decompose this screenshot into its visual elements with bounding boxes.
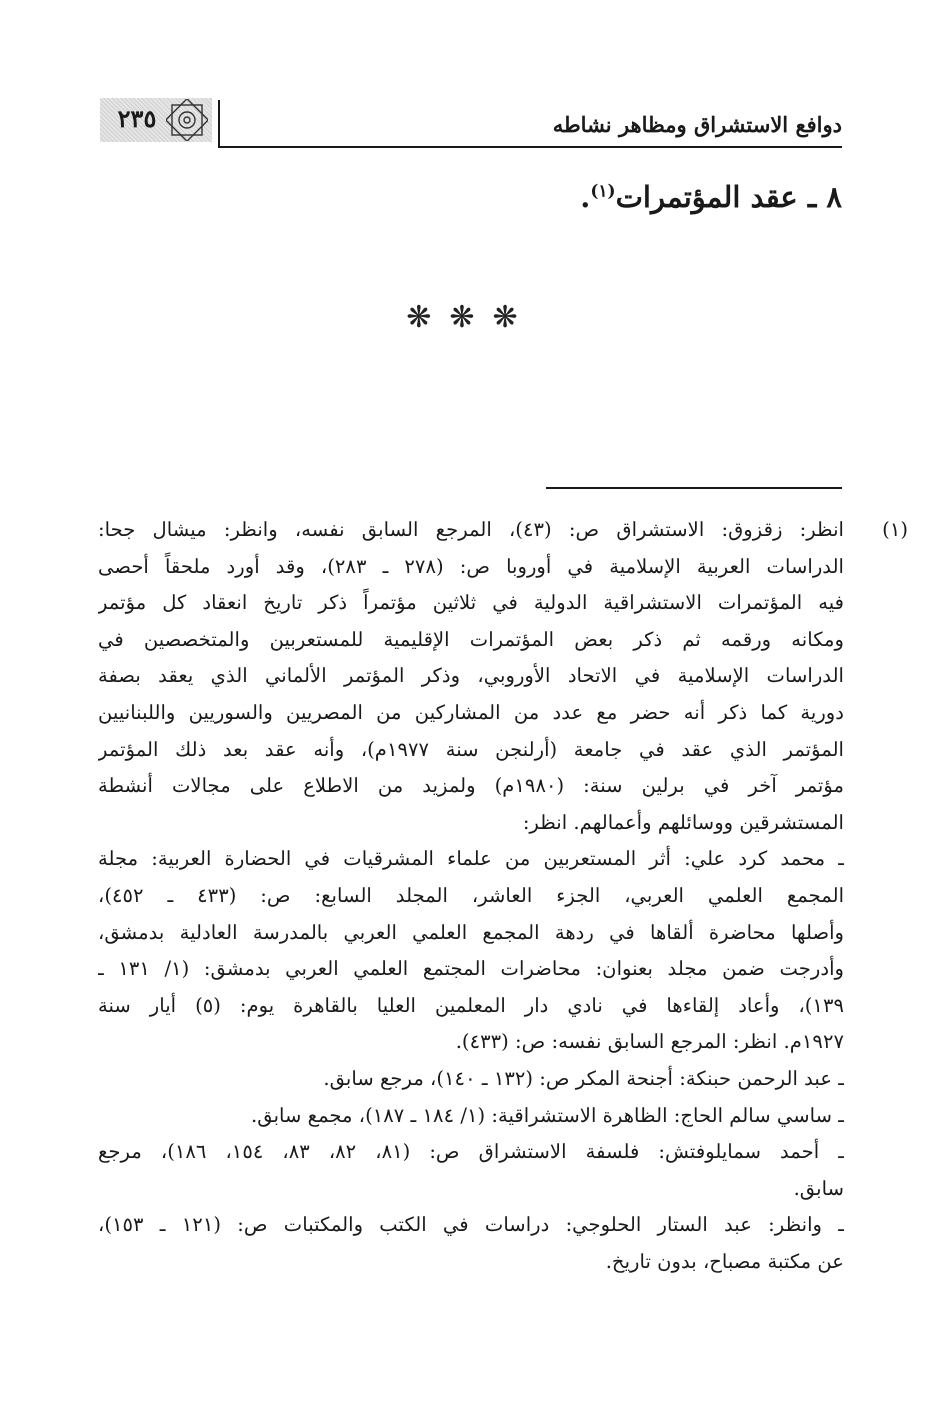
footnote-line: ـ أحمد سمايلوفتش: فلسفة الاستشراق ص: (٨١، ٨٢، ٨٣، ١٥٤، ١٨٦)، مرجع (98, 1140, 844, 1164)
footnote-line: ومكانه ورقمه ثم ذكر بعض المؤتمرات الإقليمية للمستعربين والمتخصصين في (98, 627, 844, 651)
header-divider (218, 100, 220, 148)
footnote-line: فيه المؤتمرات الاستشراقية الدولية في ثلاثين مؤتمراً ذكر تاريخ انعقاد كل مؤتمر (98, 591, 844, 615)
footnote-line: المجمع العلمي العربي، الجزء العاشر، المجلد السابع: ص: (٤٣٣ ـ ٤٥٢)، (98, 883, 844, 907)
page-header (100, 92, 842, 152)
footnote-line: الدراسات العربية الإسلامية في أوروبا ص: (٢٧٨ ـ ٢٨٣)، وقد أورد ملحقاً أحصى (98, 554, 844, 578)
running-title: دوافع الاستشراق ومظاهر نشاطه (552, 112, 842, 137)
footnote-line: وأصلها محاضرة ألقاها في ردهة المجمع العلمي العربي بالمدرسة العادلية بدمشق، (98, 920, 844, 944)
section-heading-text: ٨ ـ عقد المؤتمرات (615, 180, 842, 214)
footnote-line: دورية كما ذكر أنه حضر مع عدد من المشاركين من المصريين والسوريين واللبنانيين (98, 700, 844, 724)
section-heading (580, 180, 842, 214)
footnote-line: المستشرقين ووسائلهم وأعمالهم. انظر: (522, 810, 844, 834)
footnote-line: ـ محمد كرد علي: أثر المستعربين من علماء المشرقيات في الحضارة العربية: مجلة (98, 847, 844, 871)
footnote-line: ـ وانظر: عبد الستار الحلوجي: دراسات في الكتب والمكتبات ص: (١٢١ ـ ١٥٣)، (98, 1213, 844, 1237)
footnote-line: الدراسات الإسلامية في الاتحاد الأوروبي، وذكر المؤتمر الألماني الذي يعقد بصفة (98, 664, 844, 688)
page-number-box (100, 98, 212, 142)
heading-period: . (580, 180, 591, 214)
footnote-line: ـ ساسي سالم الحاج: الظاهرة الاستشراقية: (١/ ١٨٤ ـ ١٨٧)، مجمع سابق. (251, 1103, 844, 1127)
footnote-line: انظر: زقزوق: الاستشراق ص: (٤٣)، المرجع السابق نفسه، وانظر: ميشال جحا: (98, 518, 844, 541)
header-rule (218, 146, 842, 148)
footnote (98, 512, 908, 1280)
ornament-icon (166, 99, 208, 141)
footnote-line: ١٩٢٧م. انظر: المرجع السابق نفسه: ص: (٤٣٣). (455, 1030, 844, 1054)
page-number: ٢٣٥ (117, 104, 157, 133)
footnote-line: ـ عبد الرحمن حبنكة: أجنحة المكر ص: (١٣٢ ـ ١٤٠)، مرجع سابق. (323, 1066, 844, 1090)
footnote-line: المؤتمر الذي عقد في جامعة (أرلنجن سنة ١٩٧٧م)، وأنه عقد بعد ذلك المؤتمر (98, 737, 844, 761)
footnote-line: ١٣٩)، وأعاد إلقاءها في نادي دار المعلمين العليا بالقاهرة يوم: (٥) أيار سنة (98, 993, 844, 1017)
footnote-line: مؤتمر آخر في برلين سنة: (١٩٨٠م) ولمزيد من الاطلاع على مجالات أنشطة (98, 774, 844, 798)
footnote-line: وأدرجت ضمن مجلد بعنوان: محاضرات المجتمع العلمي العربي بدمشق: (١/ ١٣١ ـ (98, 957, 844, 981)
footnote-marker: (١) (882, 518, 908, 541)
footnote-line: عن مكتبة مصباح، بدون تاريخ. (605, 1249, 844, 1273)
footnote-rule (546, 487, 842, 489)
footnote-line: سابق. (793, 1176, 844, 1200)
star-separator: ❋❋❋ (406, 300, 536, 335)
footnote-reference: (١) (590, 181, 616, 202)
